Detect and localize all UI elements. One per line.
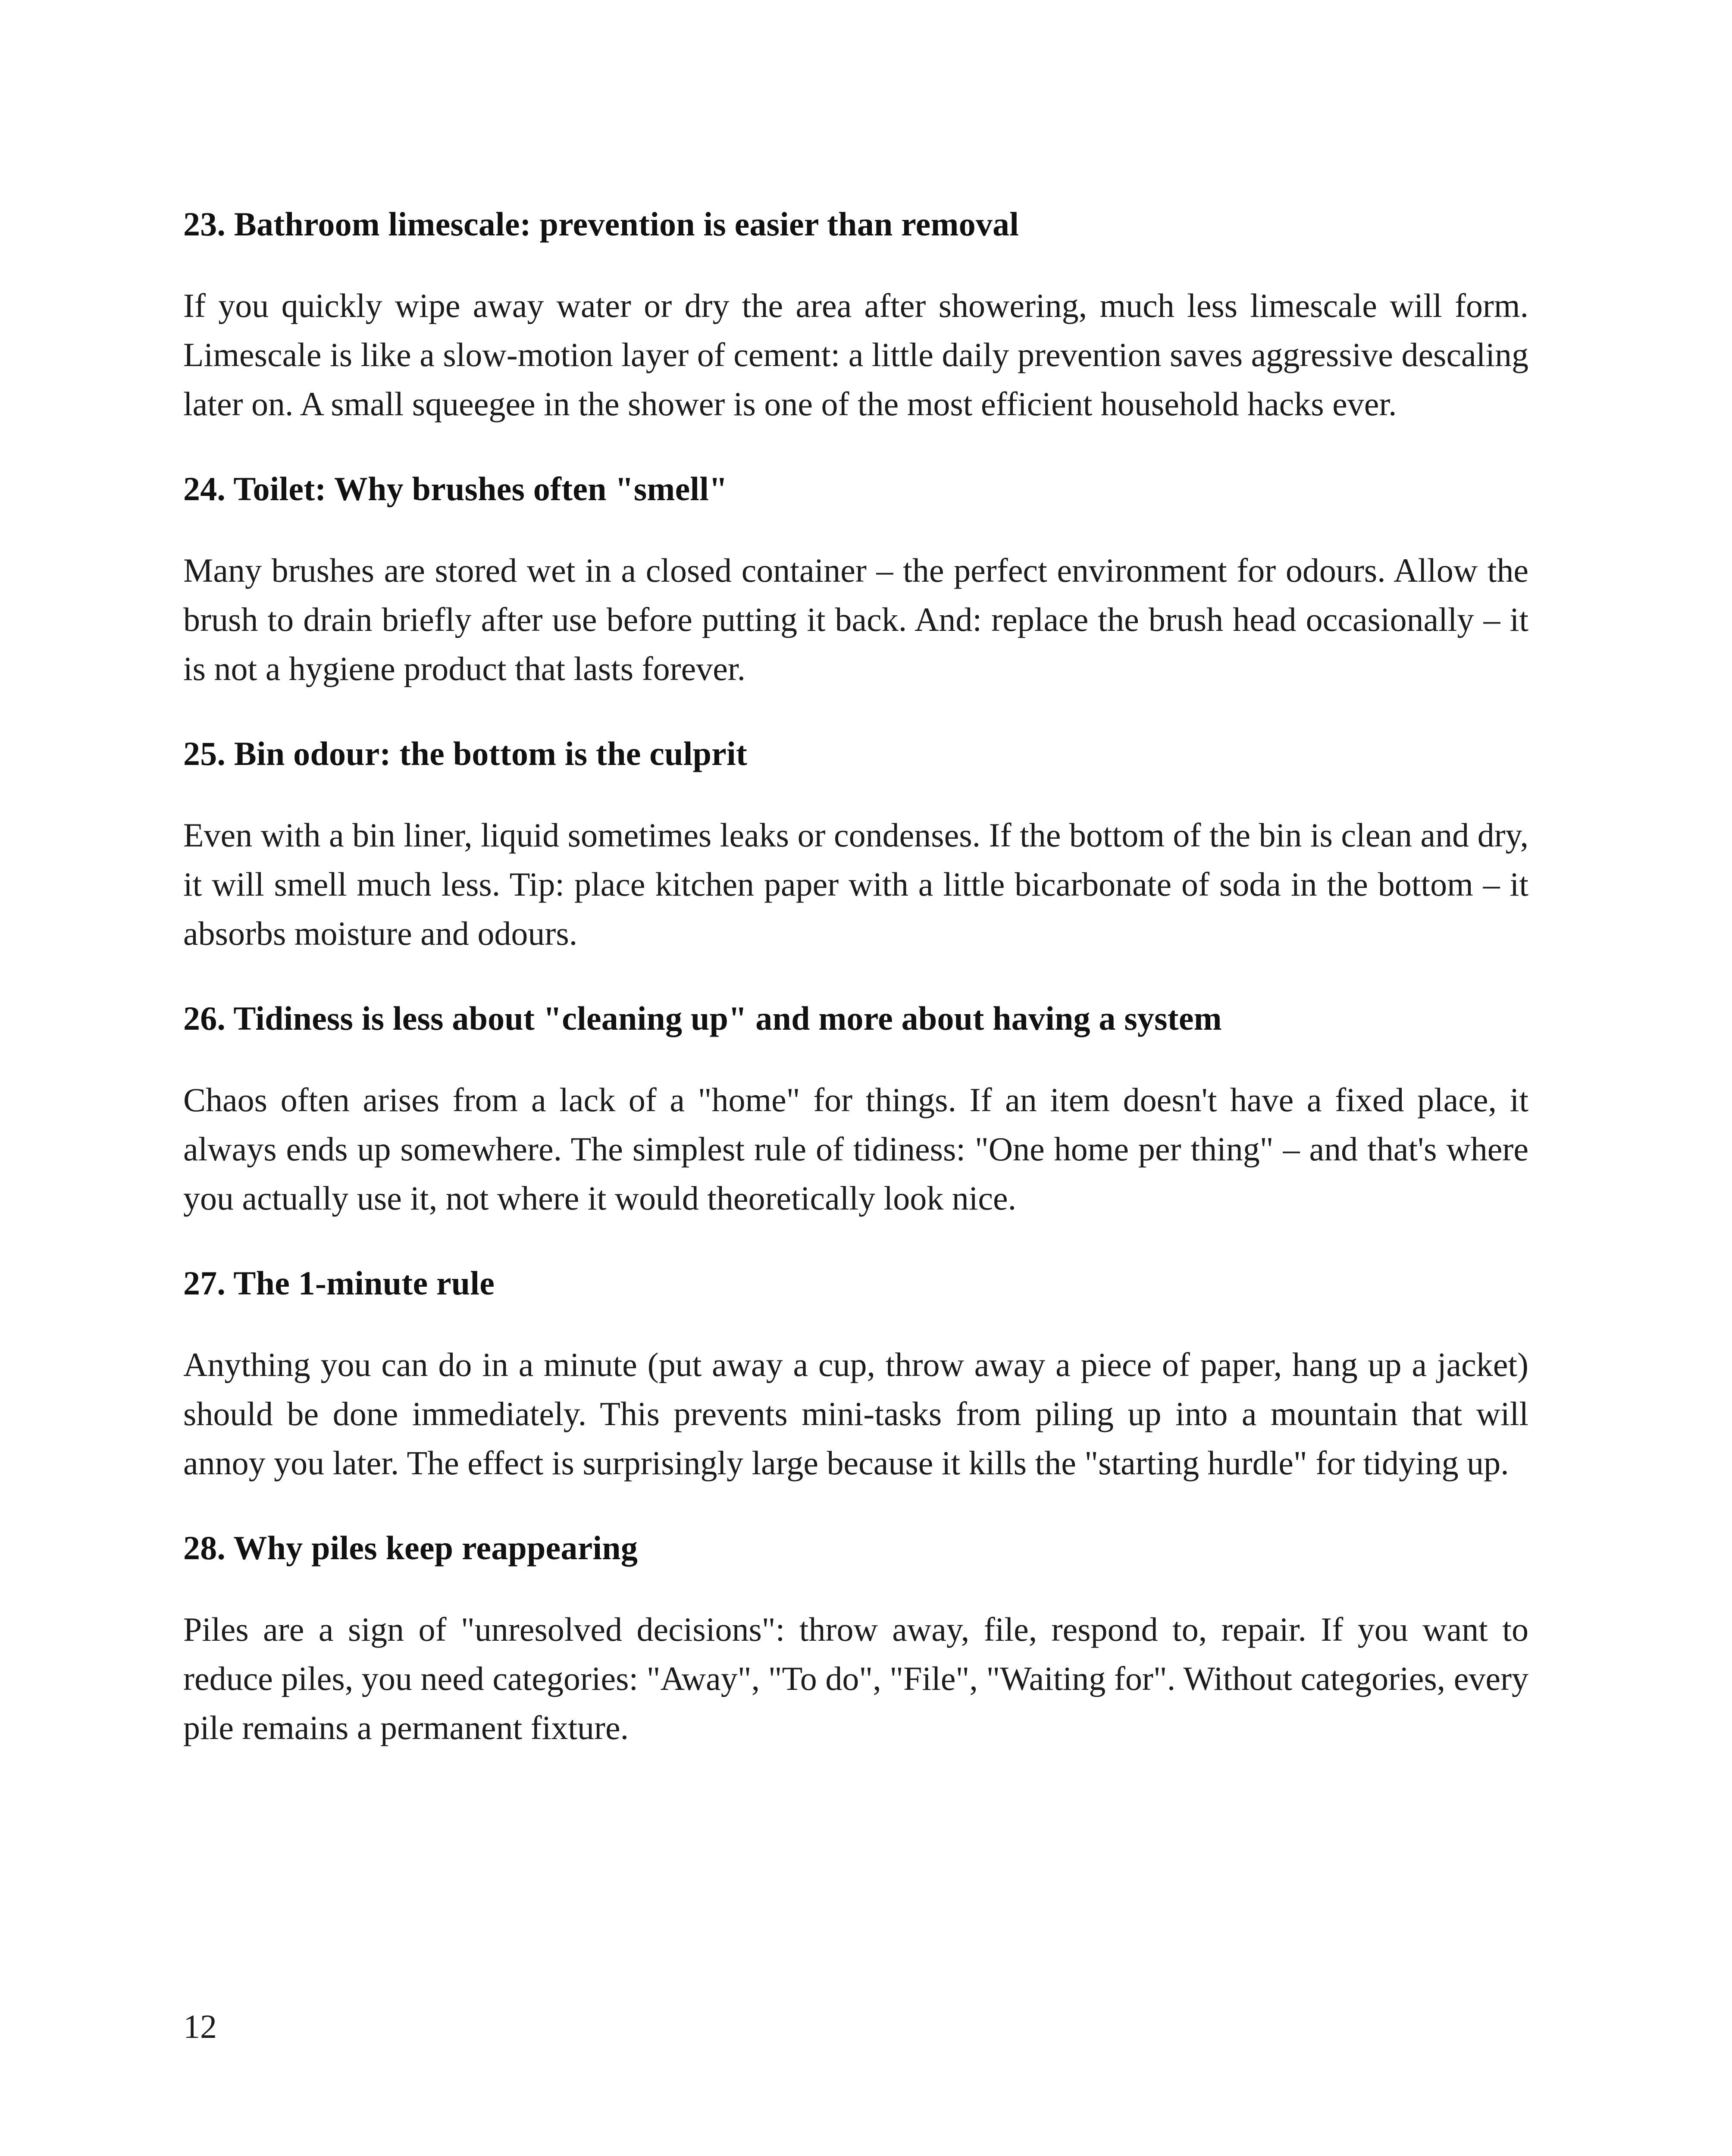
section-paragraph: Chaos often arises from a lack of a "home" for things. If an item doesn't have a fixed place, it always ends up somewhere. The simplest rule of tidiness: "One home per thing" – and that's where you actually use it, not where it would theoretically look nice. <box>183 1081 1528 1217</box>
section-heading: 23. Bathroom limescale: prevention is easier than removal <box>183 205 1019 243</box>
page-content <box>183 203 1528 1791</box>
section-24 <box>183 467 1528 693</box>
section-25 <box>183 732 1528 958</box>
section-paragraph: Anything you can do in a minute (put away a cup, throw away a piece of paper, hang up a jacket) should be done immediately. This prevents mini-tasks from piling up into a mountain that will annoy you later. The effect is surprisingly large because it kills the "starting hurdle" for tidying up. <box>183 1346 1528 1482</box>
section-heading: 26. Tidiness is less about "cleaning up" and more about having a system <box>183 1000 1222 1037</box>
section-heading: 25. Bin odour: the bottom is the culprit <box>183 735 748 772</box>
section-26 <box>183 997 1528 1223</box>
section-paragraph: Even with a bin liner, liquid sometimes leaks or condenses. If the bottom of the bin is clean and dry, it will smell much less. Tip: place kitchen paper with a little bicarbonate of soda in the bottom – it absorbs moisture and odours. <box>183 816 1528 952</box>
section-heading: 24. Toilet: Why brushes often "smell" <box>183 470 728 508</box>
section-27 <box>183 1262 1528 1488</box>
section-heading: 28. Why piles keep reappearing <box>183 1529 638 1567</box>
section-paragraph: If you quickly wipe away water or dry the area after showering, much less limescale will form. Limescale is like a slow-motion layer of cement: a little daily prevention saves aggressive descaling later on. A small squeegee in the shower is one of the most efficient household hacks ever. <box>183 287 1528 423</box>
section-28 <box>183 1526 1528 1752</box>
section-paragraph: Piles are a sign of "unresolved decisions": throw away, file, respond to, repair. If you want to reduce piles, you need categories: "Away", "To do", "File", "Waiting for". Without categories, every pile remains a permanent fixture. <box>183 1611 1528 1746</box>
section-heading: 27. The 1-minute rule <box>183 1264 495 1302</box>
section-paragraph: Many brushes are stored wet in a closed container – the perfect environment for odours. Allow the brush to drain briefly after use before putting it back. And: replace the brush head occasionally – it is not a hygiene product that lasts forever. <box>183 552 1528 687</box>
section-23 <box>183 203 1528 429</box>
page-number: 12 <box>183 2008 217 2045</box>
